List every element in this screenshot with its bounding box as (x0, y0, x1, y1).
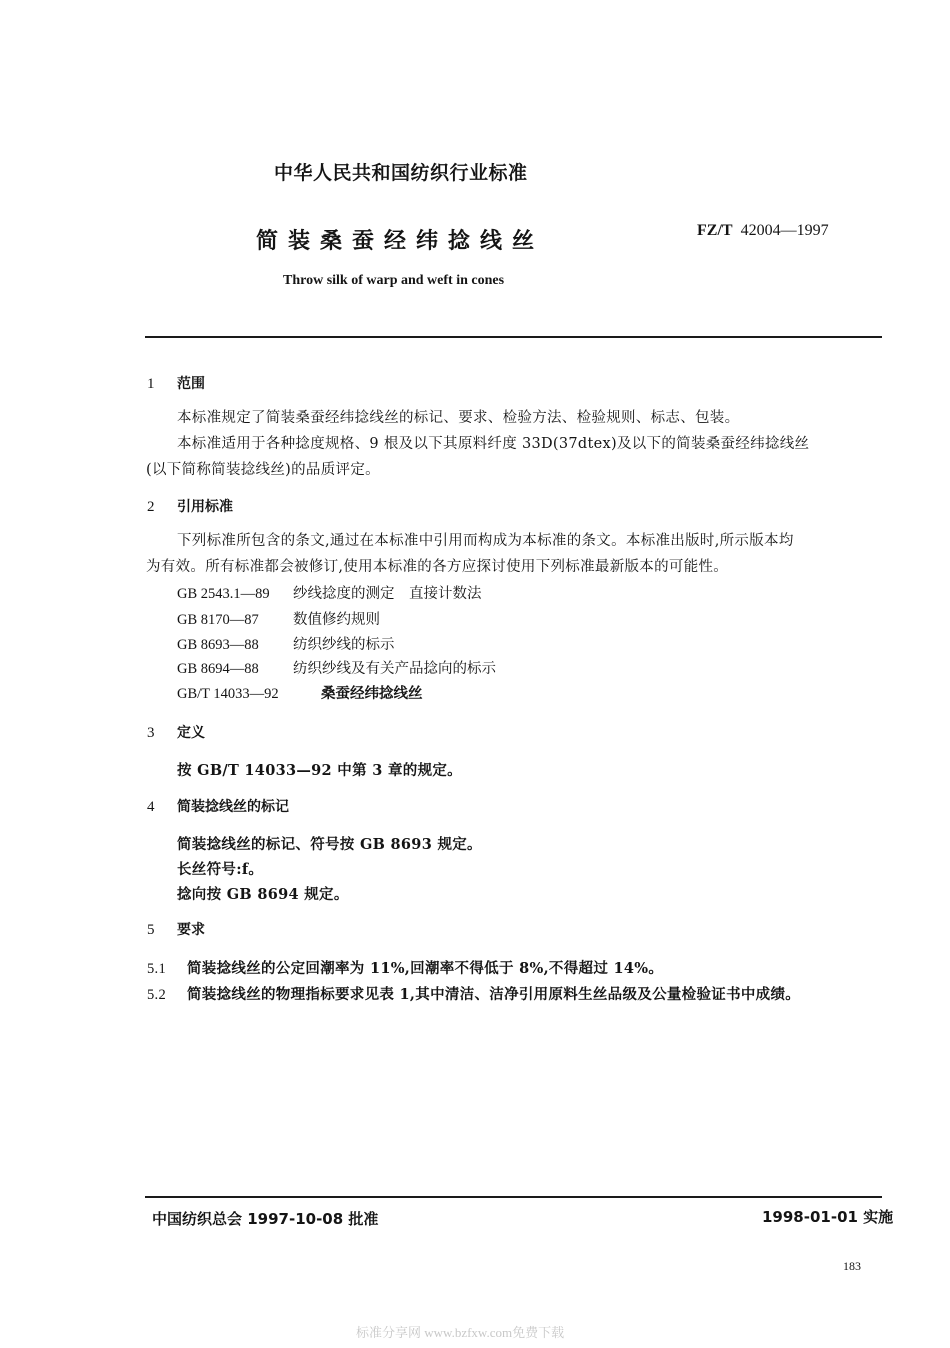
section-1-heading: 1 范围 (147, 376, 205, 392)
standard-organization: 中华人民共和国纺织行业标准 (274, 162, 528, 184)
footer-divider (145, 1196, 882, 1198)
section-1-paragraph-1: 本标准规定了简装桑蚕经纬捻线丝的标记、要求、检验方法、检验规则、标志、包装。 (177, 410, 740, 426)
section-4-heading: 4 简装捻线丝的标记 (147, 799, 289, 815)
standard-code-number: 42004—1997 (740, 222, 829, 239)
page-number: 183 (843, 1259, 861, 1273)
reference-item: GB 2543.1—89 纱线捻度的测定 直接计数法 (177, 586, 482, 602)
section-1-paragraph-2b: (以下简称简装捻线丝)的品质评定。 (146, 462, 380, 478)
section-4-paragraph-3: 捻向按 GB 8694 规定。 (177, 886, 349, 903)
effective-date: 1998-01-01 实施 (762, 1208, 894, 1226)
standard-code (697, 222, 829, 240)
reference-item: GB 8694—88 纺织纱线及有关产品捻向的标示 (177, 661, 496, 677)
standard-code-prefix: FZ/T (697, 222, 733, 239)
section-4-paragraph-1: 简装捻线丝的标记、符号按 GB 8693 规定。 (177, 836, 482, 853)
watermark: 标准分享网 www.bzfxw.com免费下载 (356, 1325, 565, 1340)
section-1-paragraph-2a: 本标准适用于各种捻度规格、9 根及以下其原料纤度 33D(37dtex)及以下的简装桑蚕经纬捻线丝 (177, 436, 810, 452)
section-2-paragraph-1a: 下列标准所包含的条文,通过在本标准中引用而构成为本标准的条文。本标准出版时,所示版本均 (177, 533, 794, 549)
clause-5-2: 5.2 简装捻线丝的物理指标要求见表 1,其中清洁、洁净引用原料生丝品级及公量检验证书中成绩。 (147, 986, 801, 1003)
english-title: Throw silk of warp and weft in cones (283, 273, 505, 288)
approval-note: 中国纺织总会 1997-10-08 批准 (152, 1210, 379, 1228)
header-divider (145, 336, 882, 338)
reference-item: GB 8170—87 数值修约规则 (177, 612, 380, 628)
section-2-paragraph-1b: 为有效。所有标准都会被修订,使用本标准的各方应探讨使用下列标准最新版本的可能性。 (146, 559, 729, 575)
document-title: 简装桑蚕经纬捻线丝 (256, 229, 545, 254)
section-3-paragraph: 按 GB/T 14033—92 中第 3 章的规定。 (177, 762, 462, 779)
section-4-paragraph-2: 长丝符号:f。 (177, 861, 264, 878)
section-3-heading: 3 定义 (147, 725, 205, 741)
section-5-heading: 5 要求 (147, 922, 205, 938)
clause-5-1: 5.1 简装捻线丝的公定回潮率为 11%,回潮率不得低于 8%,不得超过 14%。 (147, 960, 664, 977)
reference-item: GB 8693—88 纺织纱线的标示 (177, 637, 395, 653)
reference-item: GB/T 14033—92 桑蚕经纬捻线丝 (177, 685, 423, 702)
section-2-heading: 2 引用标准 (147, 499, 233, 515)
